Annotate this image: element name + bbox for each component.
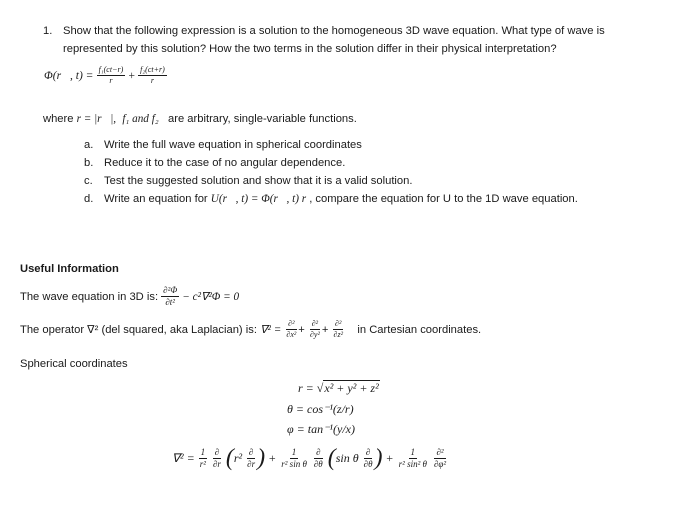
wave-eq-fraction bbox=[161, 286, 179, 307]
subitem-d-label: d. bbox=[84, 193, 94, 205]
subitem-a-text: Write the full wave equation in spherical coordinates bbox=[104, 139, 362, 151]
question-text-line2: represented by this solution? How the two terms in the solution differ in their physical interpretation? bbox=[63, 43, 557, 55]
term2-fraction bbox=[138, 66, 167, 85]
subitem-d-equation: U(r⃗, t) = Φ(r⃗, t) r bbox=[210, 193, 307, 205]
operator-lhs: ∇² = bbox=[260, 323, 282, 336]
term1-numerator: f₁(ct−r) bbox=[98, 65, 124, 74]
lap-f6-den: ∂θ bbox=[363, 458, 373, 469]
lap-f4-den: r² sin θ bbox=[281, 458, 307, 469]
where-prefix: where bbox=[43, 113, 74, 125]
lap-f3-num: ∂ bbox=[248, 446, 254, 457]
theta-definition: θ = cos⁻¹(z/r) bbox=[287, 402, 354, 416]
operator-z-fraction bbox=[332, 320, 345, 339]
question-text-line1: Show that the following expression is a solution to the homogeneous 3D wave equation. What type of wave is bbox=[63, 25, 605, 37]
laplacian-frac7 bbox=[397, 448, 429, 469]
operator-suffix: in Cartesian coordinates. bbox=[357, 323, 482, 336]
laplacian-frac5 bbox=[312, 448, 325, 469]
operator-y-fraction bbox=[308, 320, 322, 339]
operator-y-den: ∂y² bbox=[309, 330, 320, 339]
subitem-d-pre: Write an equation for bbox=[104, 193, 208, 205]
laplacian-frac6 bbox=[362, 448, 375, 469]
laplacian-lhs: ∇² = bbox=[172, 450, 195, 465]
wave-eq-rest: − c²∇²Φ = 0 bbox=[182, 290, 240, 303]
where-f-names: f₁ and f₂ bbox=[122, 113, 159, 125]
spherical-label: Spherical coordinates bbox=[20, 358, 128, 370]
subitem-d-text bbox=[104, 192, 578, 206]
formula-plus: + bbox=[128, 69, 135, 82]
term2-denominator: r bbox=[150, 76, 155, 85]
laplacian-frac4 bbox=[279, 448, 309, 469]
term1-denominator: r bbox=[109, 76, 113, 85]
useful-heading: Useful Information bbox=[20, 263, 119, 275]
operator-z-num: ∂² bbox=[335, 319, 342, 328]
lap-f7-den: r² sin² θ bbox=[398, 458, 427, 469]
laplacian-frac8 bbox=[432, 448, 448, 469]
subitem-a-label: a. bbox=[84, 139, 94, 151]
laplacian-frac1 bbox=[198, 448, 208, 469]
where-line bbox=[43, 112, 357, 126]
where-suffix: are arbitrary, single-variable functions. bbox=[168, 113, 357, 125]
operator-x-num: ∂² bbox=[288, 319, 295, 328]
subitem-d-post: , compare the equation for U to the 1D wave equation. bbox=[309, 193, 578, 205]
lap-f3-den: ∂r bbox=[247, 458, 256, 469]
phi-definition: φ = tan⁻¹(y/x) bbox=[287, 422, 355, 436]
solution-formula bbox=[44, 66, 167, 85]
laplacian-frac2 bbox=[211, 448, 223, 469]
laplacian-frac3 bbox=[245, 448, 257, 469]
lap-f2-num: ∂ bbox=[214, 446, 220, 457]
wave-eq-denominator: ∂t² bbox=[165, 297, 175, 307]
formula-lhs: Φ(r⃗, t) = bbox=[44, 69, 94, 82]
lap-f7-num: 1 bbox=[410, 446, 416, 457]
lap-f4-num: 1 bbox=[291, 446, 297, 457]
lap-f5-den: ∂θ bbox=[313, 458, 323, 469]
wave-equation-line bbox=[20, 286, 239, 307]
r-definition: r = √x² + y² + z² bbox=[298, 381, 379, 395]
wave-eq-label: The wave equation in 3D is: bbox=[20, 290, 159, 303]
lap-f8-num: ∂² bbox=[436, 446, 444, 457]
subitem-c-label: c. bbox=[84, 175, 93, 187]
r-def-sqrt: x² + y² + z² bbox=[324, 381, 379, 395]
wave-eq-numerator: ∂²Φ bbox=[163, 285, 178, 295]
lap-paren1-right: ) bbox=[257, 445, 266, 471]
lap-f2-den: ∂r bbox=[212, 458, 221, 469]
spherical-laplacian: ∇² = $\frac{1}{\text{r²}}$ $\frac{\partial}{\partial r}$ (r² $\frac{\partial}{\partial r}$ ) + $\frac{1}{\text{r² sin θ}}$ $\frac{\partial}{\partial\theta}$ (sin θ $\frac{\partial}{\partial\theta}$ ) + $\frac{1}{\text{r² sin² θ}}$ $\frac{\text{∂²}}{\text{∂φ²}}$ bbox=[172, 445, 447, 471]
lap-f1-den: r² bbox=[199, 458, 206, 469]
lap-f8-den: ∂φ² bbox=[433, 458, 447, 469]
r-def-lhs: r = bbox=[298, 381, 314, 395]
question-number: 1. bbox=[43, 25, 53, 37]
lap-paren2-right: ) bbox=[374, 445, 383, 471]
lap-paren2-inner: sin θ bbox=[335, 450, 359, 465]
operator-line: The operator ∇² (del squared, aka Laplacian) is: ∇² = $\frac{\text{∂²}}{\text{∂x²}}$ + $\frac{\text{∂²}}{\text{∂y²}}$ + $\frac{\text{∂²}}{\text{∂z²}}$ in Cartesian coordinates. bbox=[20, 319, 482, 339]
lap-f1-num: 1 bbox=[200, 446, 206, 457]
lap-paren2-left: ( bbox=[327, 445, 336, 471]
subitem-b-label: b. bbox=[84, 157, 94, 169]
subitem-c-text: Test the suggested solution and show that it is a valid solution. bbox=[104, 175, 413, 187]
operator-y-num: ∂² bbox=[311, 319, 319, 328]
term2-numerator: f₂(ct+r) bbox=[140, 65, 165, 74]
operator-x-den: ∂x² bbox=[286, 330, 297, 339]
operator-label: The operator ∇² (del squared, aka Laplacian) is: bbox=[20, 323, 257, 336]
lap-paren1-inner: r² bbox=[233, 450, 243, 465]
operator-z-den: ∂z² bbox=[333, 330, 343, 339]
lap-f6-num: ∂ bbox=[365, 446, 371, 457]
term1-fraction bbox=[97, 66, 126, 85]
lap-f5-num: ∂ bbox=[316, 446, 321, 457]
subitem-b-text: Reduce it to the case of no angular dependence. bbox=[104, 157, 346, 169]
where-r-def: r = |r⃗|, bbox=[76, 113, 117, 125]
lap-paren1-left: ( bbox=[225, 445, 234, 471]
operator-x-fraction bbox=[284, 320, 298, 339]
